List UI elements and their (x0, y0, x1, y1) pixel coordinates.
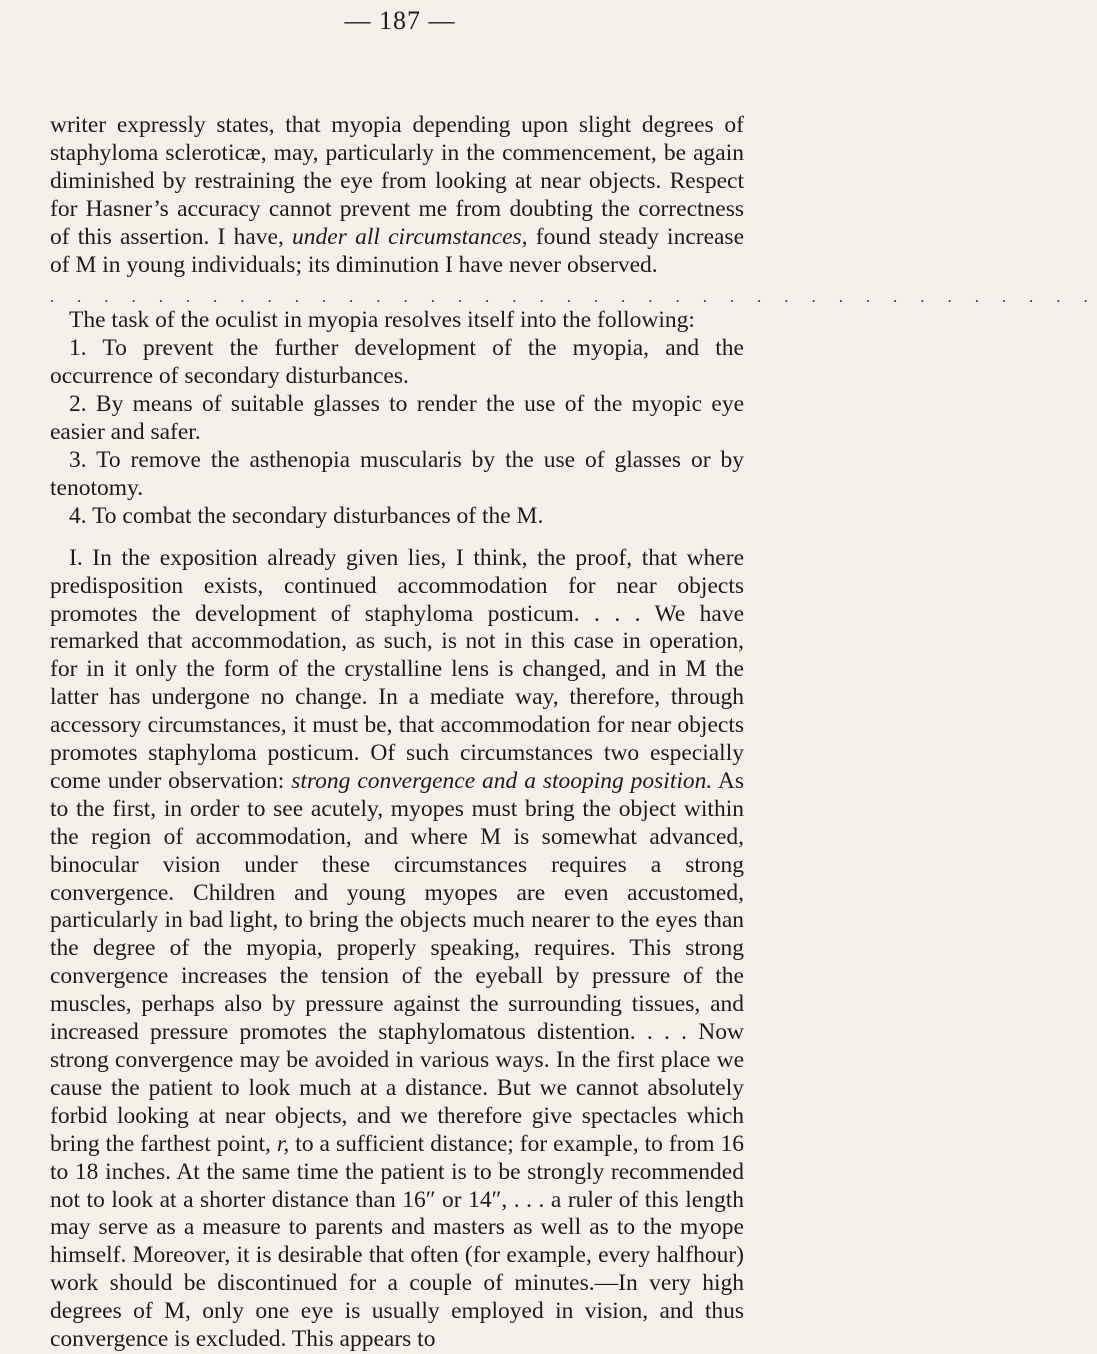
task-item-4: 4. To combat the secondary disturbances of the M. (69, 502, 544, 529)
paragraph-1-end: found steady increase of M in young individuals; its diminution I have never observed. (50, 223, 745, 278)
paragraph-1-emphasis: under all circumstances, (292, 223, 528, 250)
paragraph-1 (50, 112, 744, 279)
paragraph-2-text-c: to a sufficient distance; for example, to from 16 to 18 inches. At the same time the patient is to be strongly recommended not to look at a shorter distance than 16″ or 14″, . . . a ruler of this length may serve as a measure to parents and masters as well as to the myope himself. Moreover, it is desirable that often (for example, every halfhour) work should be discontinued for a couple of minutes.—In very high degrees of M, only one eye is usually employed in vision, and thus convergence is excluded. This appears to (50, 1130, 745, 1353)
task-item-2: 2. By means of suitable glasses to render the use of the myopic eye easier and safer. (50, 391, 744, 446)
task-item-1: 1. To prevent the further development of the myopia, and the occurrence of secondary disturbances. (50, 335, 744, 390)
paragraph-2-text-a: I. In the exposition already given lies, I think, the proof, that where predisposition exists, continued accommodation for near objects promotes the development of staphyloma posticum. . . . We have remarked that accommodation, as such, is not in this case in operation, for in it only the form of the crystalline lens is changed, and in M the latter has undergone no change. In a mediate way, therefore, through accessory circumstances, it must be, that accommodation for near objects promotes staphyloma posticum. Of such circumstances two especially come under observation: (50, 544, 744, 794)
paragraph-2-emphasis: strong convergence and a stooping position. (291, 767, 713, 794)
page-number: — 187 — (344, 6, 456, 35)
ellipsis-divider: . . . . . . . . . . . . . . . . . . . . . . . . . . . . . . . . . . . . . . . (50, 289, 1097, 307)
paragraph-1-text: writer expressly states, that myopia depending upon slight degrees of staphyloma scleroticæ, may, particularly in the commencement, be again diminished by restraining the eye from looking at near objects. Respect for Hasner’s accuracy cannot prevent me from doubting the correctness of this assertion. I have, (50, 112, 744, 250)
task-intro: The task of the oculist in myopia resolves itself into the following: (69, 307, 695, 334)
paragraph-2-text-b: As to the first, in order to see acutely, myopes must bring the object within the region of accommodation, and where M is somewhat advanced, binocular vision under these circumstances requires a strong convergence. Children and young myopes are even accustomed, particularly in bad light, to bring the objects much nearer to the eyes than the degree of the myopia, properly speaking, requires. This strong convergence increases the tension of the eyeball by pressure of the muscles, perhaps also by pressure against the surrounding tissues, and increased pressure promotes the staphylomatous distention. . . . Now strong convergence may be avoided in various ways. In the first place we cause the patient to look much at a distance. But we cannot absolutely forbid looking at near objects, and we therefore give spectacles which bring the farthest point, (50, 767, 744, 1157)
paragraph-2 (50, 545, 744, 1354)
paragraph-2-variable-r: r, (276, 1130, 290, 1157)
page-body (50, 112, 1097, 1354)
task-item-3: 3. To remove the asthenopia muscularis by the use of glasses or by tenotomy. (50, 446, 744, 501)
